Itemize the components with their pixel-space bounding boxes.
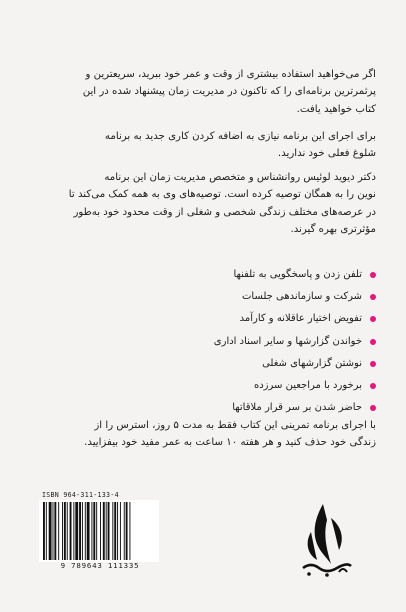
intro-line: پرثمرترین برنامه‌ای را که تاکنون در مدیریت زمان پیشنهاد شده در این [82, 86, 376, 98]
list-item [76, 286, 376, 308]
intro-line: کتاب خواهید یافت. [296, 103, 376, 115]
author-line: نوین را به همگان توصیه کرده است. توصیه‌های وی به همه کمک می‌کند تا [68, 189, 376, 201]
note-line: شلوغ فعلی خود ندارید. [277, 148, 376, 160]
author-line: در عرصه‌های مختلف زندگی شخصی و شغلی از وقت محدود خود به‌طور [73, 206, 376, 218]
list-item-label: تلفن زدن و پاسخگویی به تلفنها [233, 269, 362, 280]
intro-paragraph [30, 66, 376, 118]
closing-paragraph [30, 417, 376, 452]
note-line: برای اجرای این برنامه نیازی به اضافه کردن کاری جدید به برنامه [104, 131, 376, 142]
author-paragraph [30, 169, 376, 239]
list-item-label: برخورد با مراجعین سرزده [253, 379, 362, 391]
bullet-dot-icon [370, 272, 376, 278]
publisher-logo-icon [293, 498, 357, 582]
list-item-label: خواندن گزارشها و سایر اسناد اداری [213, 335, 362, 347]
topic-list [76, 264, 376, 419]
list-item [76, 308, 376, 330]
list-item-label: تفویض اختیار عاقلانه و کارآمد [239, 313, 362, 325]
author-line: مؤثرتری بهره گیرند. [290, 224, 376, 236]
list-item [76, 353, 376, 375]
list-item-label: نوشتن گزارشهای شغلی [262, 357, 362, 369]
list-item [76, 397, 376, 419]
intro-line: اگر می‌خواهید استفاده بیشتری از وقت و عمر خود ببرید، سریعترین و [85, 69, 376, 80]
bullet-dot-icon [370, 294, 376, 300]
list-item [76, 264, 376, 286]
bullet-dot-icon [370, 361, 376, 367]
bullet-dot-icon [370, 405, 376, 411]
barcode-icon [39, 500, 159, 562]
list-item [76, 375, 376, 397]
isbn-label: ISBN 964-311-133-4 [42, 491, 119, 499]
bullet-dot-icon [370, 316, 376, 322]
closing-line: زندگی خود حذف کنید و هر هفته ۱۰ ساعت به عمر مفید خود بیفزایید. [84, 437, 376, 449]
barcode-digits: 9 789643 111335 [60, 561, 140, 570]
bullet-dot-icon [370, 339, 376, 345]
author-line: دکتر دیوید لوئیس روانشناس و متخصص مدیریت زمان این برنامه [104, 172, 376, 183]
closing-line: با اجرای برنامه تمرینی این کتاب فقط به مدت ۵ روز، استرس را از [94, 420, 376, 431]
list-item-label: شرکت و سازماندهی جلسات [241, 291, 362, 303]
list-item-label: حاضر شدن بر سر قرار ملاقاتها [232, 402, 362, 414]
note-paragraph [30, 128, 376, 163]
list-item [76, 331, 376, 353]
bullet-dot-icon [370, 383, 376, 389]
